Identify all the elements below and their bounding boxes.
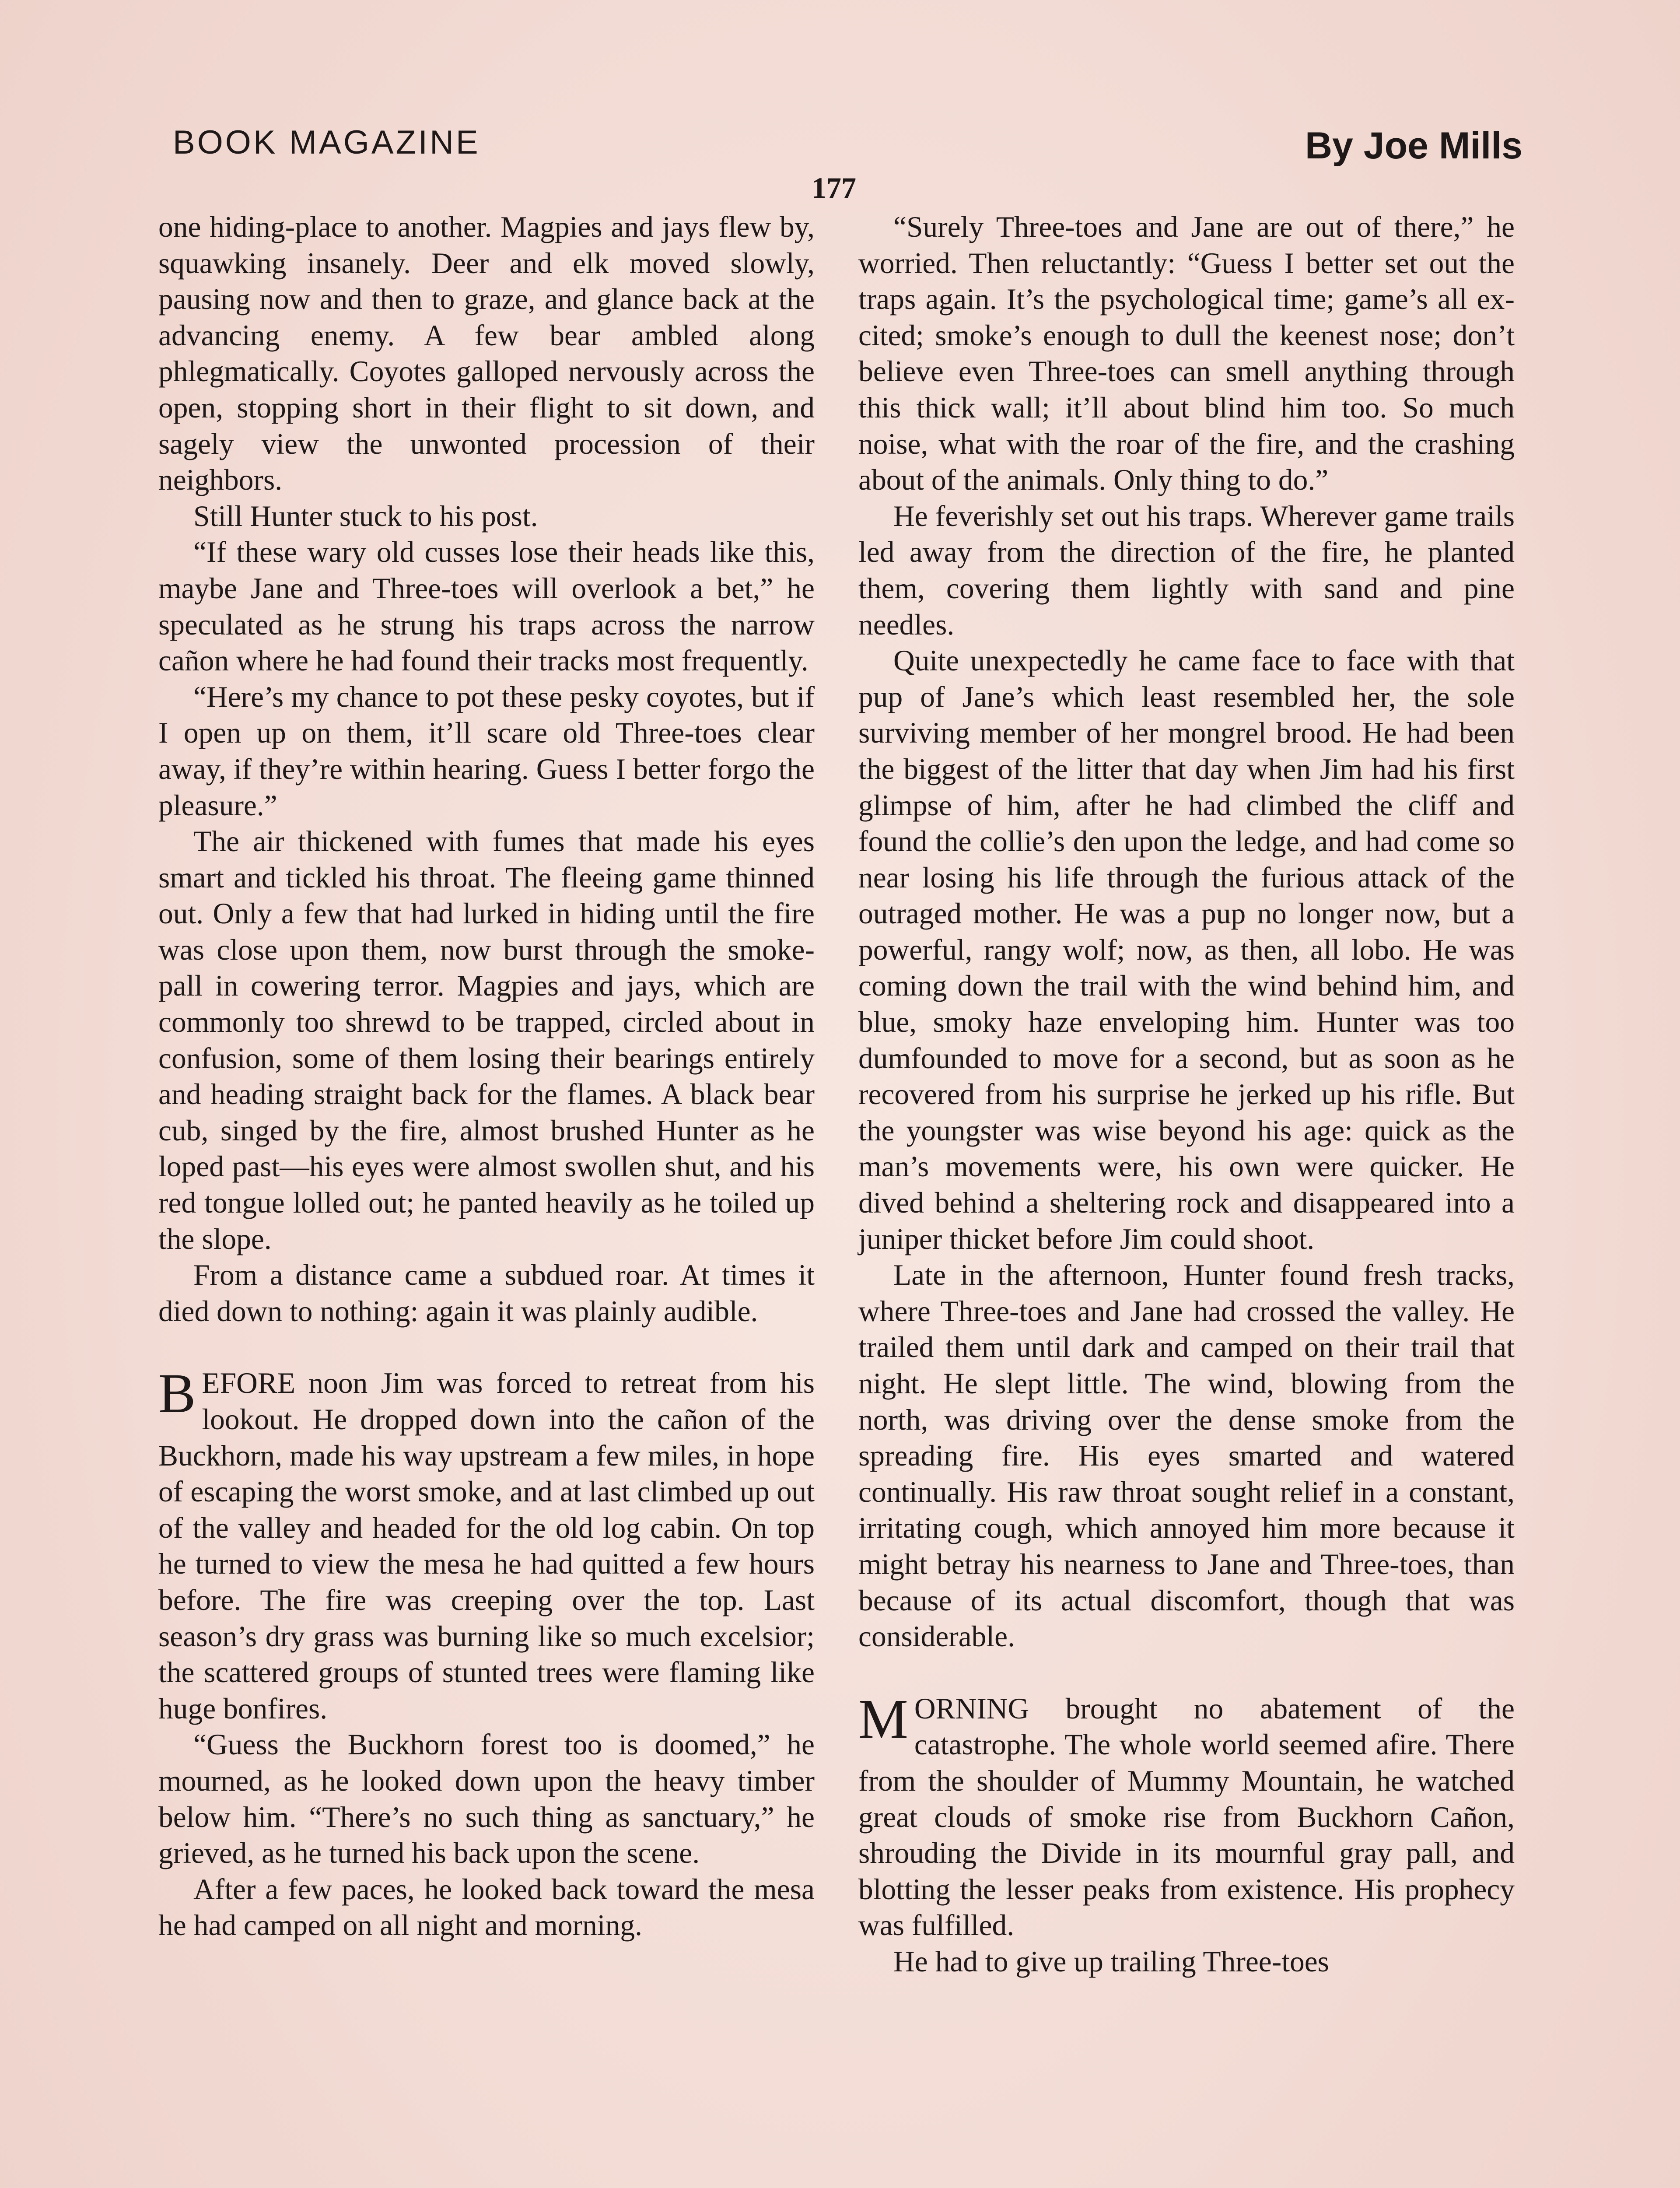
paragraph: From a distance came a subdued roar. At times it died down to nothing: again it was plainly audible. bbox=[158, 1259, 815, 1328]
section-opening-paragraph bbox=[858, 1687, 1515, 1944]
paragraph: “Surely Three-toes and Jane are out of there,” he worried. Then reluctantly: “Guess I better set out the traps again. It’s the psychological time; game’s all excited; smoke’s enough to dull the keenest nose; don’t believe even Three-toes can smell anything through this thick wall; it’ll about blind him too. So much noise, what with the roar of the fire, and the crashing about of the animals. Only thing to do.” bbox=[858, 210, 1515, 497]
paragraph: He feverishly set out his traps. Wherever game trails led away from the direction of the fire, he planted them, covering them lightly with sand and pine needles. bbox=[858, 499, 1515, 641]
left-column bbox=[158, 209, 815, 1944]
paragraph-text: EFORE noon Jim was forced to retreat from his lookout. He dropped down into the cañon of the Buckhorn, made his way upstream a few miles, in hope of escaping the worst smoke, and at last climbed up out of the valley and headed for the old log cabin. On top he turned to view the mesa he had quitted a few hours before. The fire was creeping over the top. Last season’s dry grass was burning like so much excelsior; the scattered groups of stunted trees were flaming like huge bonfires. bbox=[158, 1367, 815, 1725]
section-opening-paragraph bbox=[158, 1362, 815, 1727]
page-number: 177 bbox=[812, 171, 856, 204]
paragraph-text: ORNING brought no abatement of the catastrophe. The whole world seemed afire. There from the shoulder of Mummy Mountain, he watched great clouds of smoke rise from Buckhorn Cañon, shrouding the Divide in its mournful gray pall, and blotting the lesser peaks from existence. His prophecy was fulfilled. bbox=[858, 1692, 1515, 1942]
paragraph: “Here’s my chance to pot these pesky coyotes, but if I open up on them, it’ll scare old Three-toes clear away, if they’re within hearing. Guess I better forgo the pleasure.” bbox=[158, 680, 815, 822]
paragraph: Quite unexpectedly he came face to face with that pup of Jane’s which least resembled her, the sole surviving member of her mongrel brood. He had been the biggest of the litter that day when Jim had his first glimpse of him, after he had climbed the cliff and found the collie’s den upon the ledge, and had come so near losing his life through the furious attack of the outraged mother. He was a pup no longer now, but a powerful, rangy wolf; now, as then, all lobo. He was coming down the trail with the wind behind him, and blue, smoky haze enveloping him. Hunter was too dumfounded to move for a second, but as soon as he recovered from his surprise he jerked up his rifle. But the youngster was wise beyond his age: quick as the man’s movements were, his own were quicker. He dived behind a sheltering rock and disappeared into a juniper thicket before Jim could shoot. bbox=[858, 644, 1515, 1255]
paragraph: He had to give up trailing Three-toes bbox=[893, 1945, 1329, 1978]
paragraph: “If these wary old cusses lose their heads like this, maybe Jane and Three-toes will overlook a bet,” he speculated as he strung his traps across the narrow cañon where he had found their tracks most frequently. bbox=[158, 536, 815, 677]
magazine-title: BOOK MAGAZINE bbox=[173, 124, 480, 161]
drop-cap: B bbox=[158, 1362, 196, 1425]
author-byline: By Joe Mills bbox=[1305, 125, 1522, 167]
drop-cap: M bbox=[858, 1687, 908, 1750]
paragraph: “Guess the Buckhorn forest too is doomed,” he mourned, as he looked down upon the heavy timber below him. “There’s no such thing as sanctuary,” he grieved, as he turned his back upon the scene. bbox=[158, 1728, 815, 1870]
paragraph: The air thickened with fumes that made his eyes smart and tickled his throat. The fleeing game thinned out. Only a few that had lurked in hiding until the fire was close upon them, now burst through the smoke-pall in cowering terror. Magpies and jays, which are commonly too shrewd to be trapped, circled about in confusion, some of them losing their bearings entirely and heading straight back for the flames. A black bear cub, singed by the fire, almost brushed Hunter as he loped past—his eyes were almost swollen shut, and his red tongue lolled out; he panted heavily as he toiled up the slope. bbox=[158, 825, 815, 1255]
paragraph: Still Hunter stuck to his post. bbox=[193, 499, 538, 533]
right-column bbox=[858, 209, 1515, 1980]
paragraph: After a few paces, he looked back toward the mesa he had camped on all night and morning. bbox=[158, 1872, 815, 1942]
paragraph: Late in the afternoon, Hunter found fresh tracks, where Three-toes and Jane had crossed the valley. He trailed them until dark and camped on their trail that night. He slept little. The wind, blowing from the north, was driving over the dense smoke from the spreading fire. His eyes smarted and watered continually. His raw throat sought relief in a constant, irritating cough, which annoyed him more because it might betray his nearness to Jane and Three-toes, than because of its actual discomfort, though that was considerable. bbox=[858, 1259, 1515, 1653]
paragraph: one hiding-place to another. Magpies and jays flew by, squawking insanely. Deer and elk moved slowly, pausing now and then to graze, and glance back at the advancing enemy. A few bear ambled along phlegmatically. Coyotes galloped nervously across the open, stopping short in their flight to sit down, and sagely view the unwonted procession of their neighbors. bbox=[158, 210, 815, 497]
